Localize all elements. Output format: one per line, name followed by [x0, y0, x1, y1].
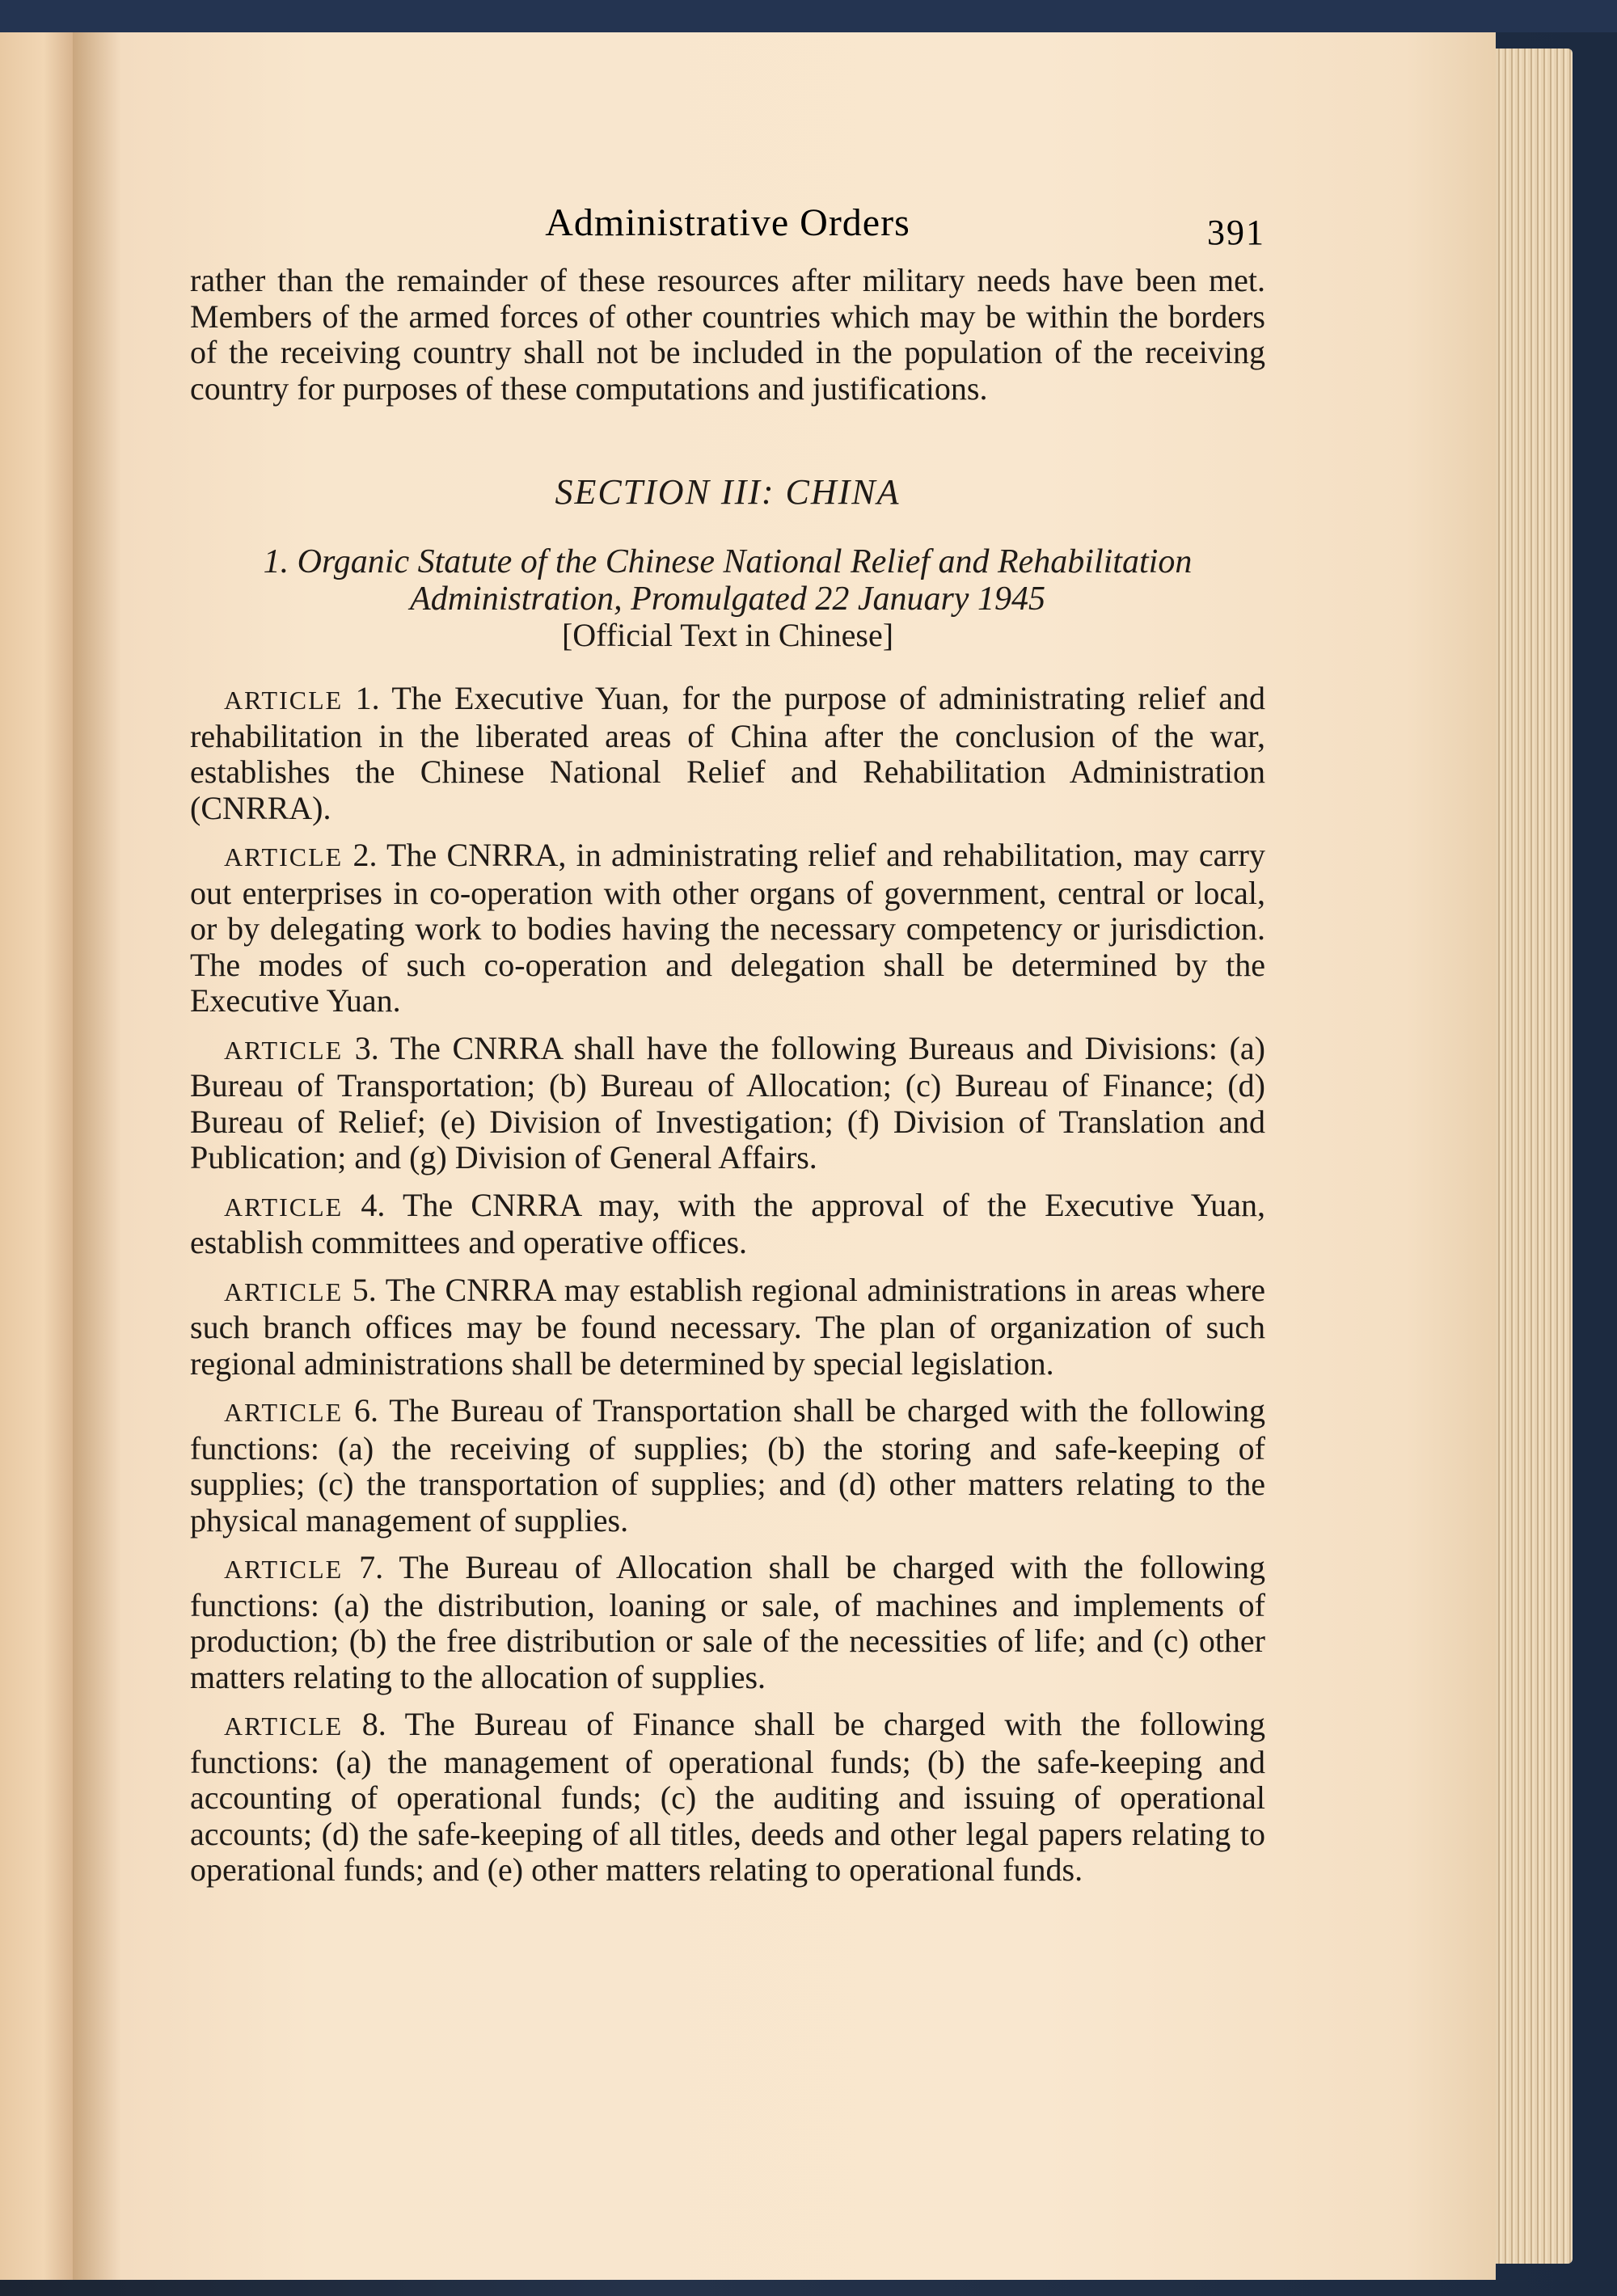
article-label: ARTICLE: [224, 1711, 344, 1741]
article-paragraph: [190, 1273, 1265, 1382]
article-number: 4.: [343, 1186, 403, 1223]
article-number: 7.: [343, 1549, 399, 1585]
article-paragraph: [190, 1031, 1265, 1176]
article-paragraph: [190, 1707, 1265, 1889]
article-label: ARTICLE: [224, 1277, 344, 1306]
article-label: ARTICLE: [224, 1555, 344, 1584]
article-text: The CNRRA, in administrating relief and rehabilitation, may carry out enterprises in co-operation with other organs of government, central or local, or by delegating work to bodies having the necessary competency or jurisdiction. The modes of such co-operation and delegation shall be determined by the Executive Yuan.: [190, 837, 1266, 1019]
facing-page-edge: [0, 32, 73, 2280]
article-number: 2.: [343, 837, 387, 873]
article-label: ARTICLE: [224, 686, 344, 715]
article-paragraph: [190, 1550, 1265, 1695]
article-paragraph: [190, 1393, 1265, 1538]
article-text: The CNRRA may establish regional administrations in areas where such branch offices may be found necessary. The plan of organization of such regional administrations shall be determined by special legislation.: [190, 1271, 1266, 1382]
article-number: 3.: [343, 1029, 391, 1066]
page-body: [190, 263, 1265, 1889]
article-label: ARTICLE: [224, 842, 344, 872]
article-text: The Bureau of Transportation shall be charged with the following functions: (a) the receiving of supplies; (b) the storing and safe-keeping of supplies; (c) the transportation of supplies; and (d) other matters relating to the physical management of supplies.: [190, 1392, 1266, 1538]
page-number: 391: [1207, 213, 1265, 252]
intro-paragraph: rather than the remainder of these resources after military needs have been met. Members of the armed forces of other countries which may be within the borders of the receiving country shall not be included in the population of the receiving country for purposes of these computations and justifications.: [190, 262, 1265, 407]
article-text: The Executive Yuan, for the purpose of administrating relief and rehabilitation in the liberated areas of China after the conclusion of the war, establishes the Chinese National Relief and Rehabilitation Administration (CNRRA).: [190, 680, 1265, 826]
document-title: 1. Organic Statute of the Chinese National Relief and Rehabilitation Administration, Promulgated 22 January 1945: [263, 542, 1193, 618]
document-note: [Official Text in Chinese]: [561, 616, 894, 653]
article-label: ARTICLE: [224, 1192, 344, 1222]
article-number: 8.: [343, 1706, 405, 1742]
article-number: 6.: [343, 1392, 390, 1429]
article-paragraph: [190, 838, 1265, 1019]
article-number: 5.: [343, 1271, 386, 1308]
article-paragraph: [190, 681, 1265, 826]
article-paragraph: [190, 1188, 1265, 1261]
page-stack-edges: [1496, 49, 1573, 2264]
section-title: SECTION III: CHINA: [555, 472, 901, 512]
article-number: 1.: [343, 680, 392, 716]
article-label: ARTICLE: [224, 1035, 344, 1065]
articles-list: [190, 681, 1265, 1889]
cover-edge: [0, 0, 1617, 32]
running-head: Administrative Orders: [545, 201, 910, 244]
article-text: The CNRRA shall have the following Bureaus and Divisions: (a) Bureau of Transportation; (b) Bureau of Allocation; (c) Bureau of Finance; (d) Bureau of Relief; (e) Division of Investigation; (f) Division of Translation and Publication; and (g) Division of General Affairs.: [190, 1029, 1265, 1175]
article-label: ARTICLE: [224, 1398, 344, 1427]
article-text: The CNRRA may, with the approval of the Executive Yuan, establish committees and operative offices.: [190, 1186, 1265, 1260]
article-text: The Bureau of Allocation shall be charged with the following functions: (a) the distribution, loaning or sale, of machines and implements of production; (b) the free distribution or sale of the necessities of life; and (c) other matters relating to the allocation of supplies.: [190, 1549, 1266, 1695]
page-header: [190, 200, 1265, 265]
article-text: The Bureau of Finance shall be charged with the following functions: (a) the management of operational funds; (b) the safe-keeping and accounting of operational funds; (c) the auditing and issuing of operational accounts; (d) the safe-keeping of all titles, deeds and other legal papers relating to operational funds; and (e) other matters relating to operational funds.: [190, 1706, 1266, 1888]
